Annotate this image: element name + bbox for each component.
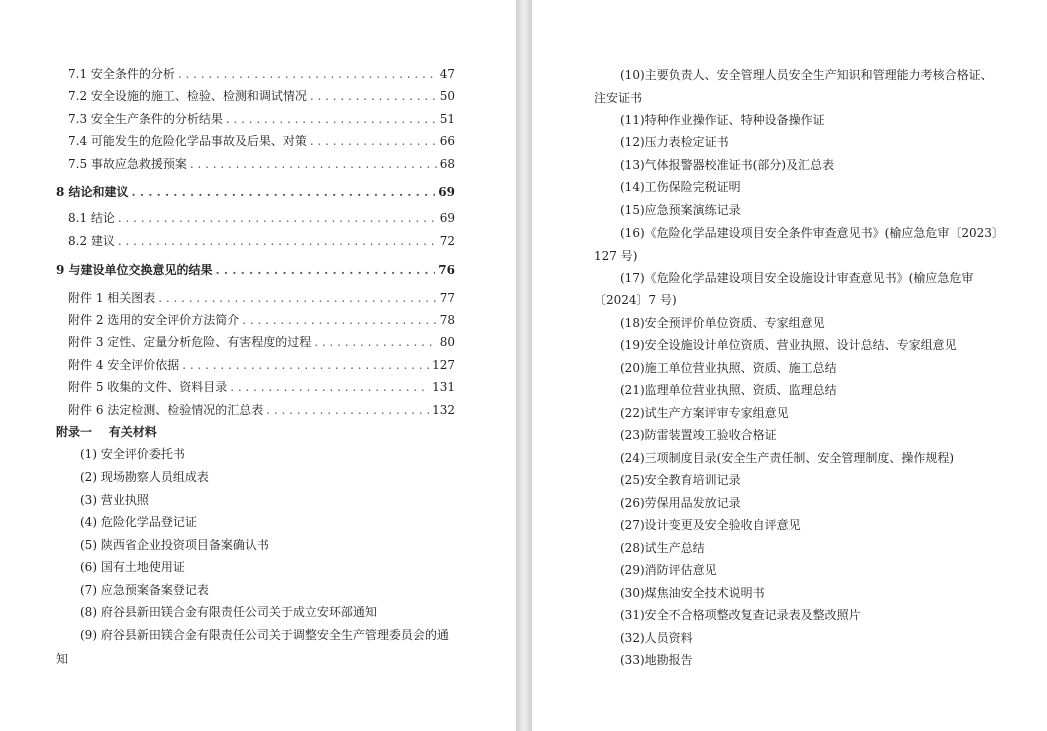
appendix-item: (11)特种作业操作证、特种设备操作证	[620, 113, 825, 127]
toc-entry-label: 附件 1 相关图表	[68, 291, 156, 305]
appendix-item: (19)安全设施设计单位资质、营业执照、设计总结、专家组意见	[620, 338, 957, 352]
toc-entry-page: 51	[439, 112, 455, 126]
toc-entry-label: 7.2 安全设施的施工、检验、检测和调试情况	[68, 89, 307, 103]
appendix-item: (28)试生产总结	[620, 541, 705, 555]
appendix-heading: 附录一 有关材料	[56, 425, 157, 439]
toc-entry-page: 78	[439, 313, 455, 327]
appendix-item: (12)压力表检定证书	[620, 135, 729, 149]
toc-entry-page: 47	[439, 67, 455, 81]
toc-entry-label: 附件 6 法定检测、检验情况的汇总表	[68, 403, 264, 417]
toc-leader-dots	[216, 262, 436, 278]
toc-entry-page: 131	[432, 380, 455, 394]
toc-leader-dots	[132, 184, 436, 200]
right-page	[532, 0, 1047, 731]
appendix-item: (29)消防评估意见	[620, 563, 717, 577]
toc-entry-label: 8 结论和建议	[56, 185, 129, 199]
page-gutter	[516, 0, 532, 731]
toc-entry	[68, 290, 455, 306]
appendix-item: (10)主要负责人、安全管理人员安全生产知识和管理能力考核合格证、	[620, 68, 993, 82]
appendix-item: (23)防雷装置竣工验收合格证	[620, 428, 777, 442]
toc-entry-page: 77	[439, 291, 455, 305]
appendix-item: (30)煤焦油安全技术说明书	[620, 586, 765, 600]
appendix-item: (6) 国有土地使用证	[80, 560, 185, 574]
appendix-item: (3) 营业执照	[80, 493, 149, 507]
toc-entry	[68, 334, 455, 350]
appendix-item: (5) 陕西省企业投资项目备案确认书	[80, 538, 269, 552]
toc-entry-page: 72	[439, 234, 455, 248]
toc-leader-dots	[226, 111, 437, 127]
toc-leader-dots	[182, 357, 429, 373]
toc-entry-page: 50	[439, 89, 455, 103]
toc-entry-page: 69	[438, 185, 455, 199]
toc-entry-page: 132	[432, 403, 455, 417]
toc-leader-dots	[266, 402, 429, 418]
appendix-item: (8) 府谷县新田镁合金有限责任公司关于成立安环部通知	[80, 605, 377, 619]
appendix-item: (21)监理单位营业执照、资质、监理总结	[620, 383, 837, 397]
appendix-item: (1) 安全评价委托书	[80, 447, 185, 461]
toc-entry-label: 7.3 安全生产条件的分析结果	[68, 112, 223, 126]
toc-entry-page: 66	[439, 134, 455, 148]
appendix-item: (32)人员资料	[620, 631, 693, 645]
appendix-item: (2) 现场勘察人员组成表	[80, 470, 209, 484]
toc-entry-page: 69	[439, 211, 455, 225]
toc-entry-label: 9 与建设单位交换意见的结果	[56, 263, 213, 277]
toc-entry-label: 7.5 事故应急救援预案	[68, 157, 187, 171]
appendix-item: 注安证书	[594, 91, 643, 105]
toc-leader-dots	[118, 210, 437, 226]
appendix-item: (9) 府谷县新田镁合金有限责任公司关于调整安全生产管理委员会的通	[80, 628, 449, 642]
appendix-item: (20)施工单位营业执照、资质、施工总结	[620, 361, 837, 375]
toc-entry	[68, 88, 455, 104]
toc-entry-page: 127	[432, 358, 455, 372]
appendix-item: (13)气体报警器校准证书(部分)及汇总表	[620, 158, 834, 172]
toc-entry	[68, 379, 455, 395]
toc-entry-label: 附件 3 定性、定量分析危险、有害程度的过程	[68, 335, 312, 349]
left-page	[0, 0, 516, 731]
appendix-item: (15)应急预案演练记录	[620, 203, 741, 217]
appendix-item: 127 号)	[594, 249, 638, 263]
appendix-item: (16)《危险化学品建设项目安全条件审查意见书》(榆应急危审〔2023〕	[620, 226, 1004, 240]
toc-leader-dots	[310, 88, 437, 104]
toc-entry-label: 8.1 结论	[68, 211, 115, 225]
toc-entry	[68, 210, 455, 226]
toc-entry-page: 80	[439, 335, 455, 349]
toc-leader-dots	[314, 334, 436, 350]
appendix-item: 知	[56, 652, 69, 666]
appendix-item: (7) 应急预案备案登记表	[80, 583, 209, 597]
appendix-item: (24)三项制度目录(安全生产责任制、安全管理制度、操作规程)	[620, 451, 954, 465]
toc-entry-page: 76	[438, 263, 455, 277]
toc-entry	[56, 184, 455, 200]
appendix-item: 〔2024〕7 号)	[594, 293, 677, 307]
toc-entry	[56, 262, 455, 278]
toc-entry	[68, 133, 455, 149]
toc-entry-label: 8.2 建议	[68, 234, 115, 248]
appendix-item: (33)地勘报告	[620, 653, 693, 667]
toc-leader-dots	[158, 290, 436, 306]
toc-leader-dots	[190, 156, 437, 172]
toc-entry-label: 附件 5 收集的文件、资料目录	[68, 380, 228, 394]
toc-leader-dots	[310, 133, 437, 149]
appendix-item: (18)安全预评价单位资质、专家组意见	[620, 316, 825, 330]
appendix-item: (27)设计变更及安全验收自评意见	[620, 518, 801, 532]
toc-entry	[68, 156, 455, 172]
toc-entry-label: 7.4 可能发生的危险化学品事故及后果、对策	[68, 134, 307, 148]
appendix-item: (31)安全不合格项整改复查记录表及整改照片	[620, 608, 861, 622]
appendix-item: (25)安全教育培训记录	[620, 473, 741, 487]
toc-leader-dots	[230, 379, 429, 395]
appendix-item: (22)试生产方案评审专家组意见	[620, 406, 789, 420]
appendix-item: (26)劳保用品发放记录	[620, 496, 741, 510]
toc-leader-dots	[242, 312, 436, 328]
toc-entry-page: 68	[439, 157, 455, 171]
toc-entry-label: 附件 2 选用的安全评价方法简介	[68, 313, 240, 327]
appendix-item: (4) 危险化学品登记证	[80, 515, 197, 529]
appendix-item: (17)《危险化学品建设项目安全设施设计审查意见书》(榆应急危审	[620, 271, 974, 285]
toc-entry-label: 附件 4 安全评价依据	[68, 358, 180, 372]
toc-entry	[68, 111, 455, 127]
toc-entry	[68, 357, 455, 373]
toc-entry-label: 7.1 安全条件的分析	[68, 67, 175, 81]
toc-leader-dots	[118, 233, 437, 249]
toc-entry	[68, 233, 455, 249]
toc-entry	[68, 312, 455, 328]
toc-entry	[68, 66, 455, 82]
appendix-item: (14)工伤保险完税证明	[620, 180, 741, 194]
toc-leader-dots	[178, 66, 437, 82]
toc-entry	[68, 402, 455, 418]
